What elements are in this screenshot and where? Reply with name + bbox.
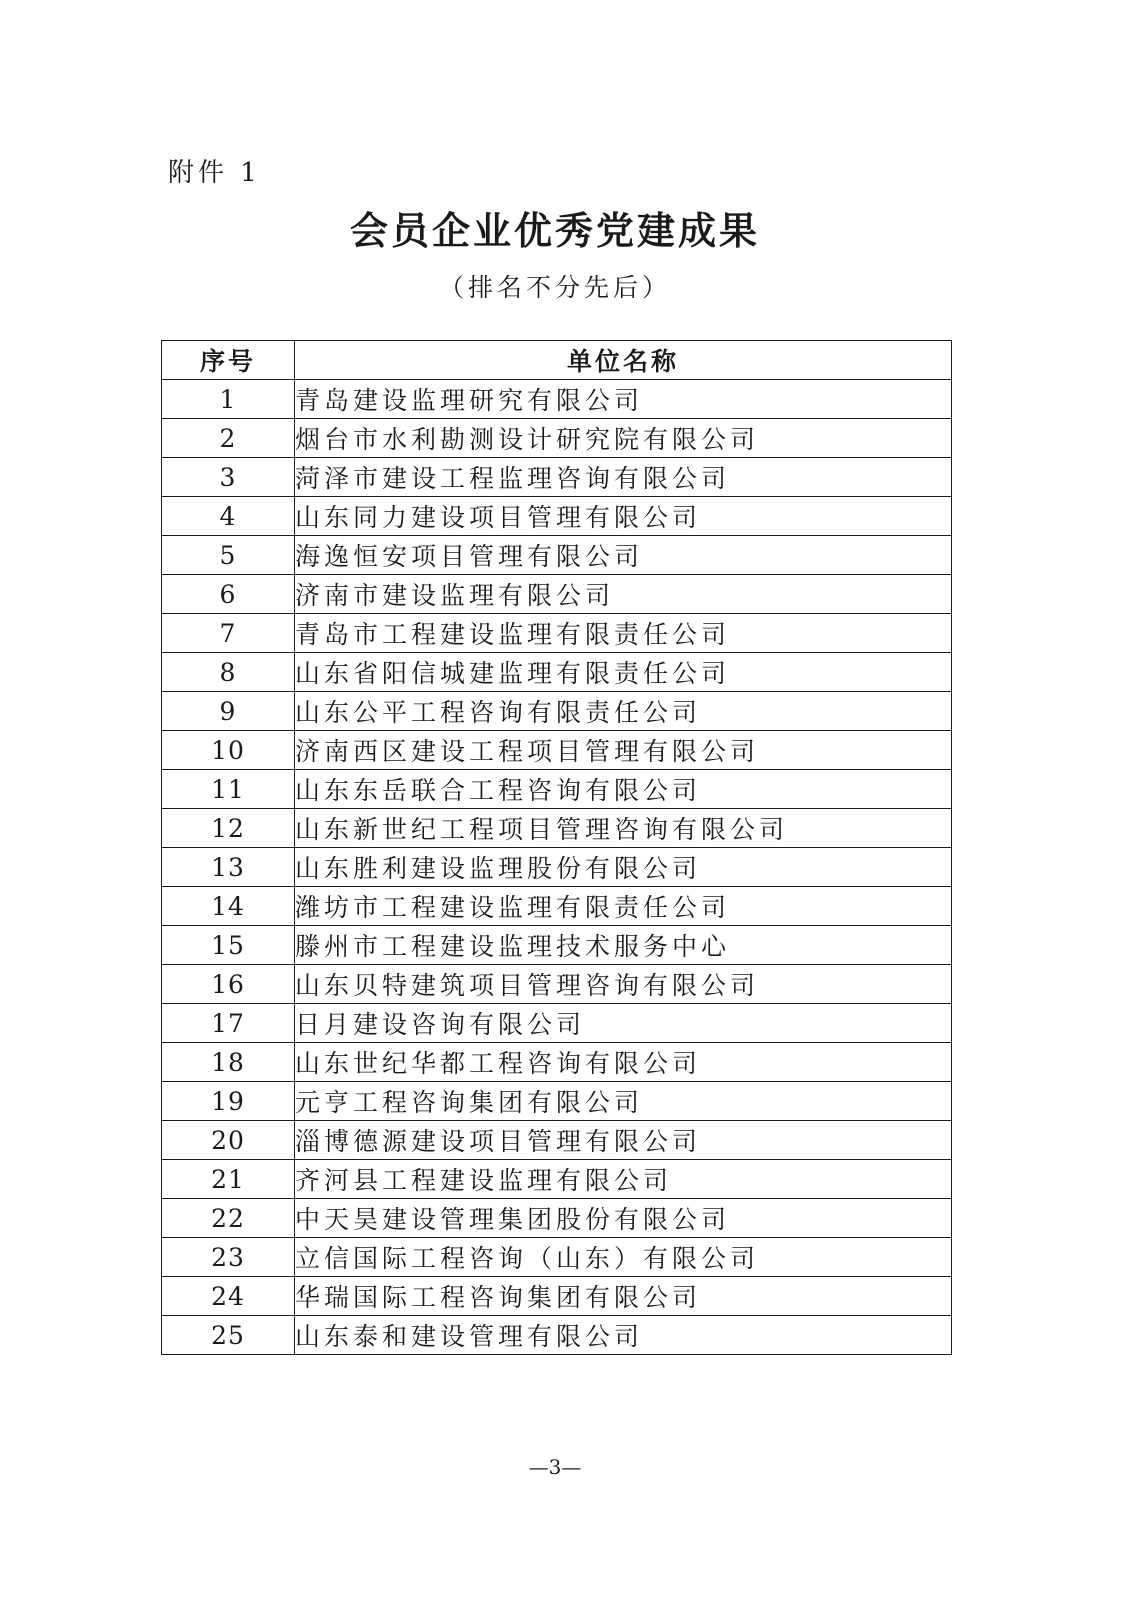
member-list-table — [161, 340, 952, 1355]
header-unit-name: 单位名称 — [295, 341, 952, 380]
row-serial-number: 5 — [162, 536, 295, 575]
table-row — [162, 419, 952, 458]
table-row — [162, 1082, 952, 1121]
row-unit-name: 中天昊建设管理集团股份有限公司 — [295, 1199, 952, 1238]
row-unit-name: 元亨工程咨询集团有限公司 — [295, 1082, 952, 1121]
table-row — [162, 1121, 952, 1160]
row-unit-name: 济南市建设监理有限公司 — [295, 575, 952, 614]
table-row — [162, 614, 952, 653]
row-serial-number: 15 — [162, 926, 295, 965]
row-serial-number: 13 — [162, 848, 295, 887]
row-serial-number: 24 — [162, 1277, 295, 1316]
row-serial-number: 19 — [162, 1082, 295, 1121]
table-row — [162, 887, 952, 926]
row-serial-number: 14 — [162, 887, 295, 926]
row-serial-number: 8 — [162, 653, 295, 692]
row-serial-number: 16 — [162, 965, 295, 1004]
table-row — [162, 926, 952, 965]
row-serial-number: 10 — [162, 731, 295, 770]
row-unit-name: 青岛市工程建设监理有限责任公司 — [295, 614, 952, 653]
table-row — [162, 731, 952, 770]
row-serial-number: 18 — [162, 1043, 295, 1082]
row-unit-name: 烟台市水利勘测设计研究院有限公司 — [295, 419, 952, 458]
table-row — [162, 692, 952, 731]
attachment-label: 附件 1 — [168, 158, 261, 188]
row-unit-name: 济南西区建设工程项目管理有限公司 — [295, 731, 952, 770]
row-serial-number: 25 — [162, 1316, 295, 1355]
table-row — [162, 1004, 952, 1043]
table-row — [162, 770, 952, 809]
row-unit-name: 淄博德源建设项目管理有限公司 — [295, 1121, 952, 1160]
header-serial-number: 序号 — [162, 341, 295, 380]
row-serial-number: 12 — [162, 809, 295, 848]
table-row — [162, 458, 952, 497]
table-row — [162, 575, 952, 614]
row-unit-name: 菏泽市建设工程监理咨询有限公司 — [295, 458, 952, 497]
row-serial-number: 21 — [162, 1160, 295, 1199]
table-row — [162, 1043, 952, 1082]
table-header-row — [162, 341, 952, 380]
row-unit-name: 山东胜利建设监理股份有限公司 — [295, 848, 952, 887]
row-unit-name: 齐河县工程建设监理有限公司 — [295, 1160, 952, 1199]
table-row — [162, 1238, 952, 1277]
row-unit-name: 山东公平工程咨询有限责任公司 — [295, 692, 952, 731]
row-unit-name: 山东泰和建设管理有限公司 — [295, 1316, 952, 1355]
table-row — [162, 848, 952, 887]
row-unit-name: 山东东岳联合工程咨询有限公司 — [295, 770, 952, 809]
row-unit-name: 青岛建设监理研究有限公司 — [295, 380, 952, 419]
table-row — [162, 497, 952, 536]
row-serial-number: 20 — [162, 1121, 295, 1160]
table-row — [162, 1199, 952, 1238]
row-serial-number: 9 — [162, 692, 295, 731]
table-row — [162, 536, 952, 575]
table-row — [162, 653, 952, 692]
row-unit-name: 华瑞国际工程咨询集团有限公司 — [295, 1277, 952, 1316]
page-subtitle: （排名不分先后） — [438, 273, 671, 302]
row-serial-number: 2 — [162, 419, 295, 458]
table-row — [162, 1160, 952, 1199]
row-serial-number: 11 — [162, 770, 295, 809]
row-serial-number: 1 — [162, 380, 295, 419]
row-serial-number: 4 — [162, 497, 295, 536]
table-row — [162, 809, 952, 848]
table-row — [162, 1277, 952, 1316]
row-unit-name: 山东新世纪工程项目管理咨询有限公司 — [295, 809, 952, 848]
row-unit-name: 山东省阳信城建监理有限责任公司 — [295, 653, 952, 692]
row-serial-number: 3 — [162, 458, 295, 497]
row-serial-number: 17 — [162, 1004, 295, 1043]
row-unit-name: 山东贝特建筑项目管理咨询有限公司 — [295, 965, 952, 1004]
table-row — [162, 1316, 952, 1355]
row-unit-name: 立信国际工程咨询（山东）有限公司 — [295, 1238, 952, 1277]
row-serial-number: 7 — [162, 614, 295, 653]
table-body — [162, 380, 952, 1355]
row-unit-name: 日月建设咨询有限公司 — [295, 1004, 952, 1043]
row-unit-name: 海逸恒安项目管理有限公司 — [295, 536, 952, 575]
table-row — [162, 965, 952, 1004]
row-unit-name: 潍坊市工程建设监理有限责任公司 — [295, 887, 952, 926]
table-row — [162, 380, 952, 419]
row-unit-name: 山东世纪华都工程咨询有限公司 — [295, 1043, 952, 1082]
row-unit-name: 滕州市工程建设监理技术服务中心 — [295, 926, 952, 965]
page-number: —3— — [528, 1455, 582, 1479]
row-serial-number: 6 — [162, 575, 295, 614]
row-serial-number: 23 — [162, 1238, 295, 1277]
row-serial-number: 22 — [162, 1199, 295, 1238]
row-unit-name: 山东同力建设项目管理有限公司 — [295, 497, 952, 536]
page-title: 会员企业优秀党建成果 — [349, 209, 760, 253]
